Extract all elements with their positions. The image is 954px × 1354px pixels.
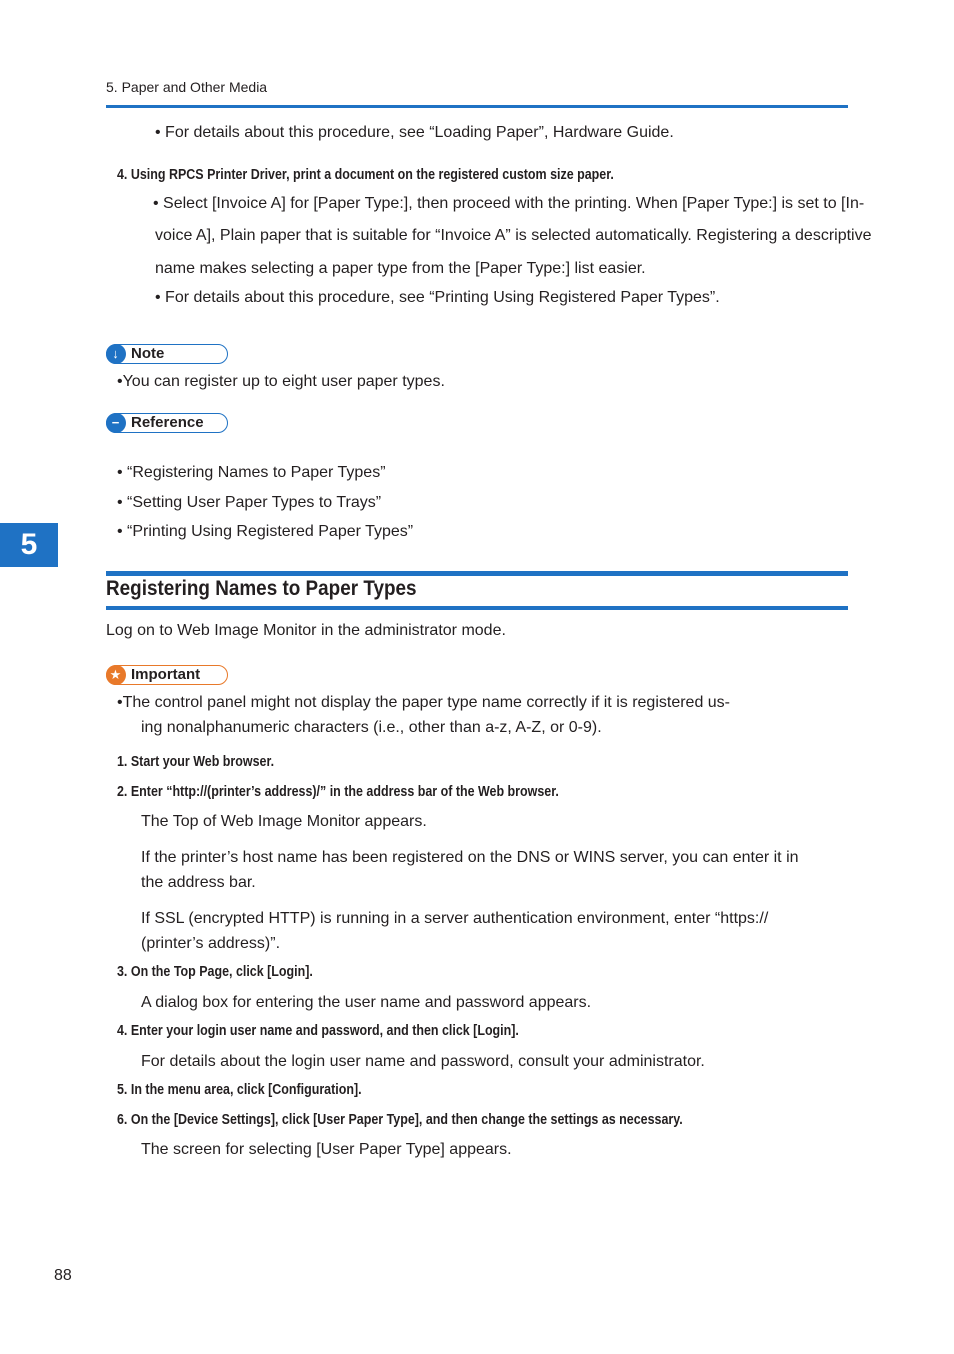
page-number: 88 [54,1267,72,1284]
running-header: 5. Paper and Other Media [106,79,268,95]
reference-item-3[interactable]: • “Printing Using Registered Paper Types” [117,523,414,540]
note-label: Note [131,345,165,362]
note-badge [106,344,228,364]
step-2-para-1: The Top of Web Image Monitor appears. [141,813,427,830]
section-rule-bottom [106,606,848,610]
bullet-loading-paper: • For details about this procedure, see “Loading Paper”, Hardware Guide. [155,124,674,141]
step-2-para-2-line-1: If the printer’s host name has been registered on the DNS or WINS server, you can enter it in [141,849,799,866]
step-6-para: The screen for selecting [User Paper Type] appears. [141,1141,512,1158]
header-rule [106,105,848,108]
important-line-1: •The control panel might not display the paper type name correctly if it is registered us- [117,694,731,711]
step-4-text-line-2: voice A], Plain paper that is suitable for “Invoice A” is selected automatically. Registering a descriptive [155,227,872,244]
section-title: Registering Names to Paper Types [106,577,417,600]
step-2-para-3-line-2: (printer’s address)”. [141,935,281,952]
section-rule-top [106,571,848,576]
step-4-bullet-2: • For details about this procedure, see “Printing Using Registered Paper Types”. [155,289,720,306]
important-badge [106,665,228,685]
step-6-title: 6. On the [Device Settings], click [User Paper Type], and then change the settings as necessary. [117,1112,683,1128]
step-3-para: A dialog box for entering the user name and password appears. [141,994,592,1011]
arrow-down-icon: ↓ [106,344,126,364]
reference-badge [106,413,228,433]
step-4b-title: 4. Enter your login user name and password, and then click [Login]. [117,1023,519,1039]
chapter-tab: 5 [0,523,58,567]
section-intro: Log on to Web Image Monitor in the administrator mode. [106,622,506,639]
step-1-title: 1. Start your Web browser. [117,754,275,770]
important-label: Important [131,666,201,683]
step-4-text-line-3: name makes selecting a paper type from the [Paper Type:] list easier. [155,260,646,277]
step-5-title: 5. In the menu area, click [Configuration]. [117,1082,362,1098]
star-icon: ★ [106,665,126,685]
minus-icon: − [106,413,126,433]
step-2-para-3-line-1: If SSL (encrypted HTTP) is running in a server authentication environment, enter “https:// [141,910,769,927]
step-2-title: 2. Enter “http://(printer’s address)/” in the address bar of the Web browser. [117,784,559,800]
reference-label: Reference [131,414,204,431]
reference-item-2[interactable]: • “Setting User Paper Types to Trays” [117,494,382,511]
reference-item-1[interactable]: • “Registering Names to Paper Types” [117,464,386,481]
step-3-title: 3. On the Top Page, click [Login]. [117,964,313,980]
step-4-title: 4. Using RPCS Printer Driver, print a document on the registered custom size paper. [117,167,614,183]
step-4-text-line-1: • Select [Invoice A] for [Paper Type:], then proceed with the printing. When [Paper Type:] is set to [In- [153,195,865,212]
step-4b-para: For details about the login user name and password, consult your administrator. [141,1053,705,1070]
important-line-2: ing nonalphanumeric characters (i.e., other than a-z, A-Z, or 0-9). [141,719,602,736]
note-item: •You can register up to eight user paper types. [117,373,445,390]
step-2-para-2-line-2: the address bar. [141,874,256,891]
